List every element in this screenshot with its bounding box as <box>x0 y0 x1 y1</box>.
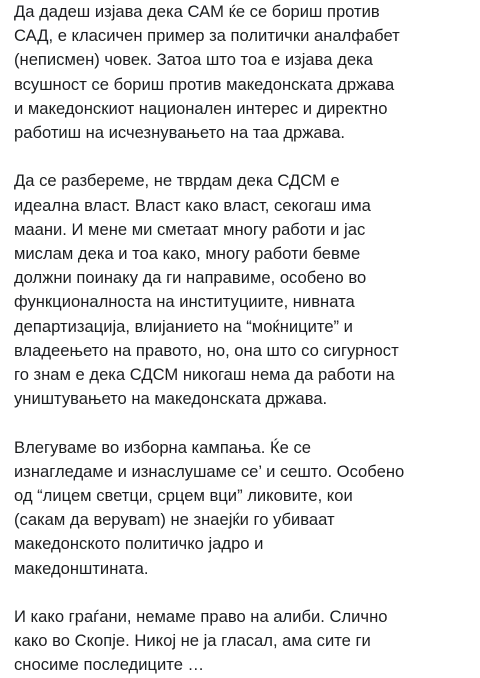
text-line: И како граѓани, немаме право на алиби. Слично <box>14 607 388 627</box>
text-line: го знам е дека СДСМ никогаш нема да работи на <box>14 365 395 385</box>
paragraph-gap <box>14 145 474 169</box>
text-line: всушност се бориш против македонската држава <box>14 74 395 94</box>
paragraph-2 <box>14 169 474 411</box>
text-line: изнагледаме и изнаслушаме се’ и сешто. Особено <box>14 461 405 481</box>
text-line: мислам дека и тоа како, многу работи бевме <box>14 244 361 264</box>
paragraph-1 <box>14 0 474 145</box>
text-line: сносиме последиците … <box>14 655 205 675</box>
paragraph-3 <box>14 436 474 581</box>
paragraph-4 <box>14 605 474 678</box>
text-line: должни поинаку да ги направиме, особено во <box>14 268 367 288</box>
text-line: Влегуваме во изборна кампања. Ќе се <box>14 437 311 457</box>
paragraph-gap <box>14 411 474 435</box>
text-line: функционалноста на институциите, нивната <box>14 292 355 312</box>
text-line: како во Скопје. Никој не ја гласал, ама сите ги <box>14 631 371 651</box>
text-line: владеењето на правото, но, она што со сигурност <box>14 340 399 360</box>
text-line: (неписмен) човек. Затоа што тоа е изјава дека <box>14 50 373 70</box>
text-line: департизација, влијанието на “моќниците” и <box>14 316 353 336</box>
text-line: од “лицем светци, срцем вци” ликовите, кои <box>14 486 353 506</box>
text-line: македонското политичко јадро и <box>14 534 264 554</box>
text-line: САД, е класичен пример за политички аналфабет <box>14 26 400 46</box>
text-line: и македонскиот национален интерес и директно <box>14 98 388 118</box>
text-line: работиш на исчезнувањето на таа држава. <box>14 123 346 143</box>
text-line: Да дадеш изјава дека САМ ќе се бориш против <box>14 2 380 21</box>
text-line: македонштината. <box>14 558 149 578</box>
text-line: идеална власт. Власт како власт, секогаш има <box>14 195 371 215</box>
text-line: маани. И мене ми сметаат многу работи и јас <box>14 219 366 239</box>
text-line: Да се разбереме, не тврдам дека СДСМ е <box>14 171 340 191</box>
post-body <box>14 0 474 678</box>
text-line: (сакам да веруваm) не знаејќи го убиваат <box>14 510 335 530</box>
paragraph-gap <box>14 581 474 605</box>
text-line: уништувањето на македонската држава. <box>14 389 328 409</box>
